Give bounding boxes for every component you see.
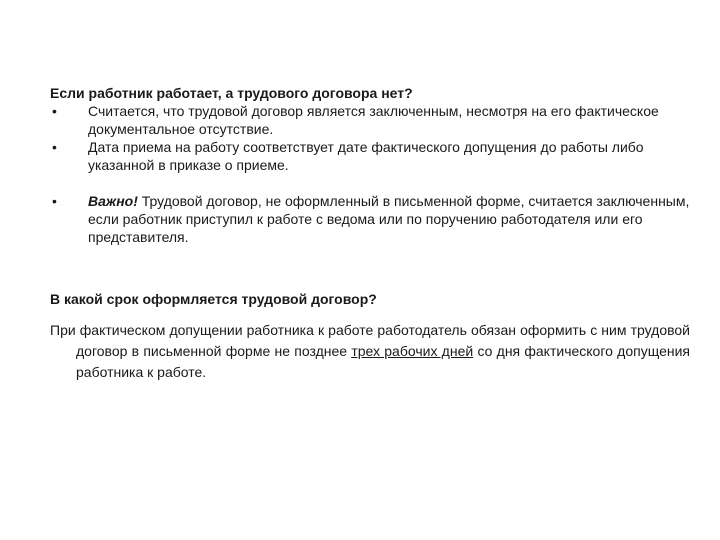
section2 xyxy=(50,290,690,383)
slide-content xyxy=(50,84,690,383)
section2-paragraph xyxy=(50,320,690,383)
paragraph-text-after: со дня фактического допущения работника к работе. xyxy=(76,343,690,380)
bullet-text: Дата приема на работу соответствует дате фактического допущения до работы либо указанной в приказе о приеме. xyxy=(88,139,644,173)
paragraph-text-before: При фактическом допущении работника к работе работодатель обязан оформить с ним трудовой договор в письменной форме не позднее xyxy=(50,322,690,359)
deadline-underlined-text: трех рабочих дней xyxy=(351,343,474,359)
important-text: Трудовой договор, не оформленный в письменной форме, считается заключенным, если работник приступил к работе с ведома или по поручению работодателя или его представителя. xyxy=(88,193,690,245)
bullet-icon: • xyxy=(52,103,57,119)
bullet-icon: • xyxy=(52,193,57,209)
bullet-item xyxy=(50,102,690,138)
bullet-item-important xyxy=(50,192,690,246)
section1-heading: Если работник работает, а трудового договора нет? xyxy=(50,85,413,101)
bullet-icon: • xyxy=(52,139,57,155)
section2-heading: В какой срок оформляется трудовой договор? xyxy=(50,291,377,307)
section1-bullet-list xyxy=(50,102,690,246)
bullet-item xyxy=(50,138,690,174)
bullet-text: Считается, что трудовой договор является заключенным, несмотря на его фактическое документальное отсутствие. xyxy=(88,103,659,137)
important-label: Важно! xyxy=(88,193,138,209)
